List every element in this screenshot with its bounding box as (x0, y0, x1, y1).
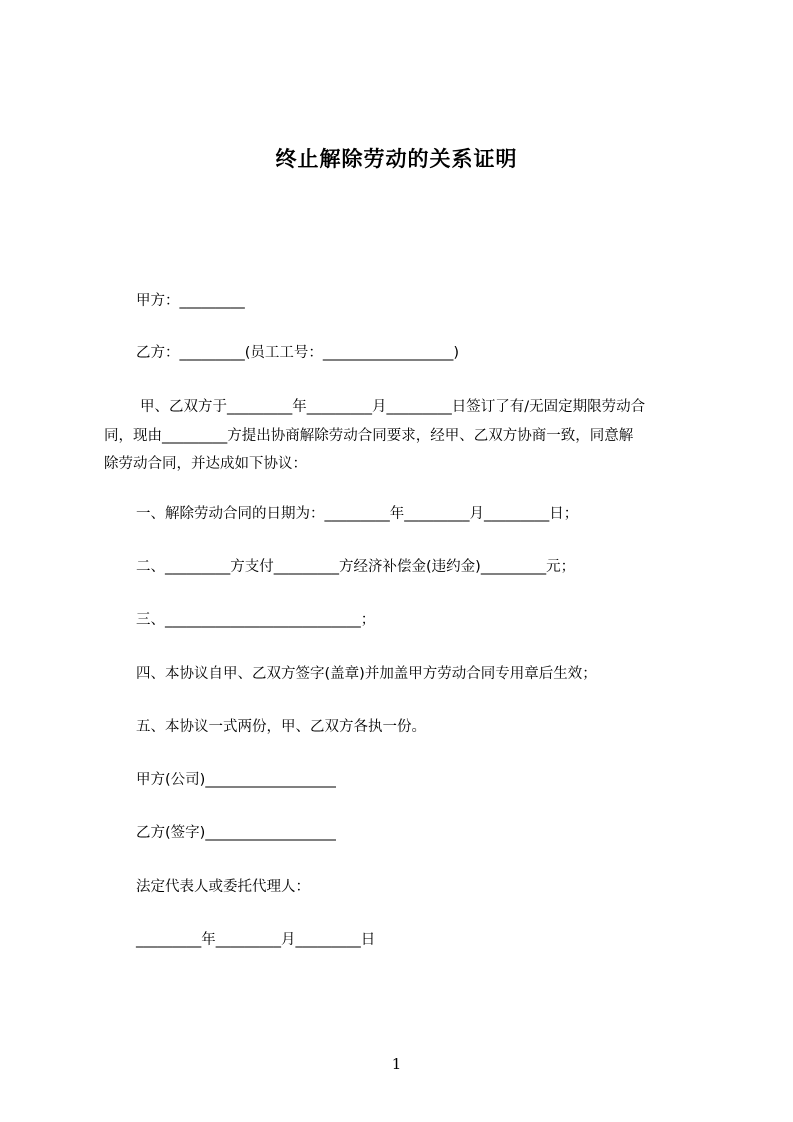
intro-line-3: 除劳动合同，并达成如下协议： (104, 456, 307, 472)
page-number: 1 (391, 1055, 402, 1073)
party-a-line: 甲方：_________ (136, 293, 245, 309)
representative-label: 法定代表人或委托代理人： (136, 879, 310, 895)
clause-1: 一、解除劳动合同的日期为：_________年_________月_________日； (136, 506, 579, 522)
intro-line-1: 甲、乙双方于_________年_________月_________日签订了有/无固定期限劳动合 (140, 399, 646, 415)
clause-3: 三、___________________________； (136, 612, 376, 628)
clause-5: 五、本协议一式两份，甲、乙双方各执一份。 (136, 719, 426, 735)
signature-party-a: 甲方(公司)__________________ (136, 772, 336, 788)
intro-line-2: 同，现由_________方提出协商解除劳动合同要求，经甲、乙双方协商一致，同意解 (104, 428, 634, 444)
party-b-line: 乙方：_________(员工工号：__________________) (136, 345, 460, 361)
date-line: _________年_________月_________日 (136, 932, 376, 948)
clause-4: 四、本协议自甲、乙双方签字(盖章)并加盖甲方劳动合同专用章后生效； (136, 666, 597, 682)
signature-party-b: 乙方(签字)__________________ (136, 825, 336, 841)
clause-2: 二、_________方支付_________方经济补偿金(违约金)_________元； (136, 559, 576, 575)
document-title: 终止解除劳动的关系证明 (275, 147, 518, 171)
